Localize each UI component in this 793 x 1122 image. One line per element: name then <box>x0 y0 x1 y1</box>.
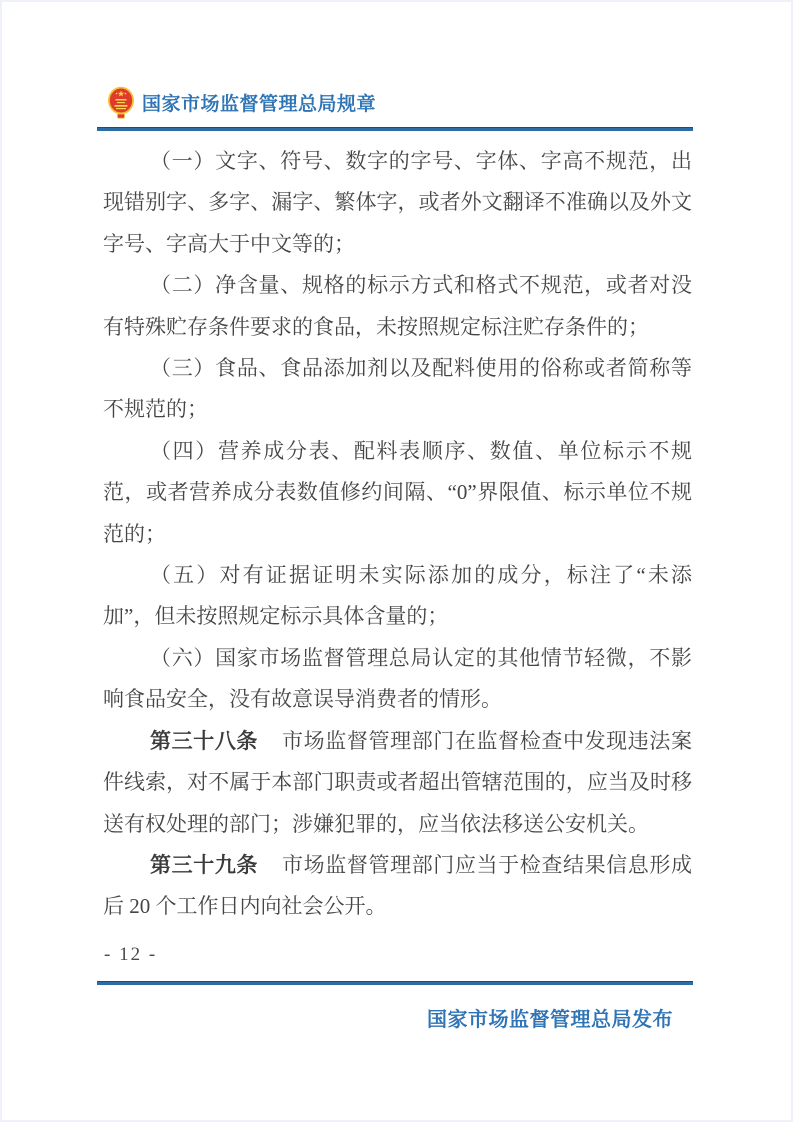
publisher-label: 国家市场监督管理总局发布 <box>427 1009 673 1031</box>
body-paragraph: （三）食品、食品添加剂以及配料使用的俗称或者简称等不规范的； <box>103 356 692 422</box>
document-body <box>103 141 692 928</box>
body-paragraph: （六）国家市场监督管理总局认定的其他情节轻微，不影响食品安全，没有故意误导消费者的情形。 <box>103 645 692 712</box>
china-national-emblem-icon <box>107 86 135 119</box>
footer-rule <box>97 981 693 985</box>
document-header-title: 国家市场监督管理总局规章 <box>142 94 377 115</box>
article-number: 第三十九条 <box>150 853 259 877</box>
article-number: 第三十八条 <box>150 729 259 753</box>
body-paragraph: （四）营养成分表、配料表顺序、数值、单位标示不规范，或者营养成分表数值修约间隔、“0”界限值、标示单位不规范的； <box>103 438 692 546</box>
page-number: - 12 - <box>104 944 158 965</box>
body-paragraph: （五）对有证据证明未实际添加的成分，标注了“未添加”，但未按照规定标示具体含量的； <box>103 563 692 629</box>
body-paragraph: （一）文字、符号、数字的字号、字体、字高不规范，出现错别字、多字、漏字、繁体字，或者外文翻译不准确以及外文字号、字高大于中文等的； <box>103 149 692 256</box>
body-paragraph: 第三十八条 市场监督管理部门在监督检查中发现违法案件线索，对不属于本部门职责或者超出管辖范围的，应当及时移送有权处理的部门；涉嫌犯罪的，应当依法移送公安机关。 <box>103 728 693 836</box>
body-paragraph: 第三十九条 市场监督管理部门应当于检查结果信息形成后 20 个工作日内向社会公开。 <box>103 852 693 919</box>
body-paragraph: （二）净含量、规格的标示方式和格式不规范，或者对没有特殊贮存条件要求的食品，未按照规定标注贮存条件的； <box>103 273 692 339</box>
header-rule <box>97 127 693 131</box>
document-header <box>107 86 376 119</box>
